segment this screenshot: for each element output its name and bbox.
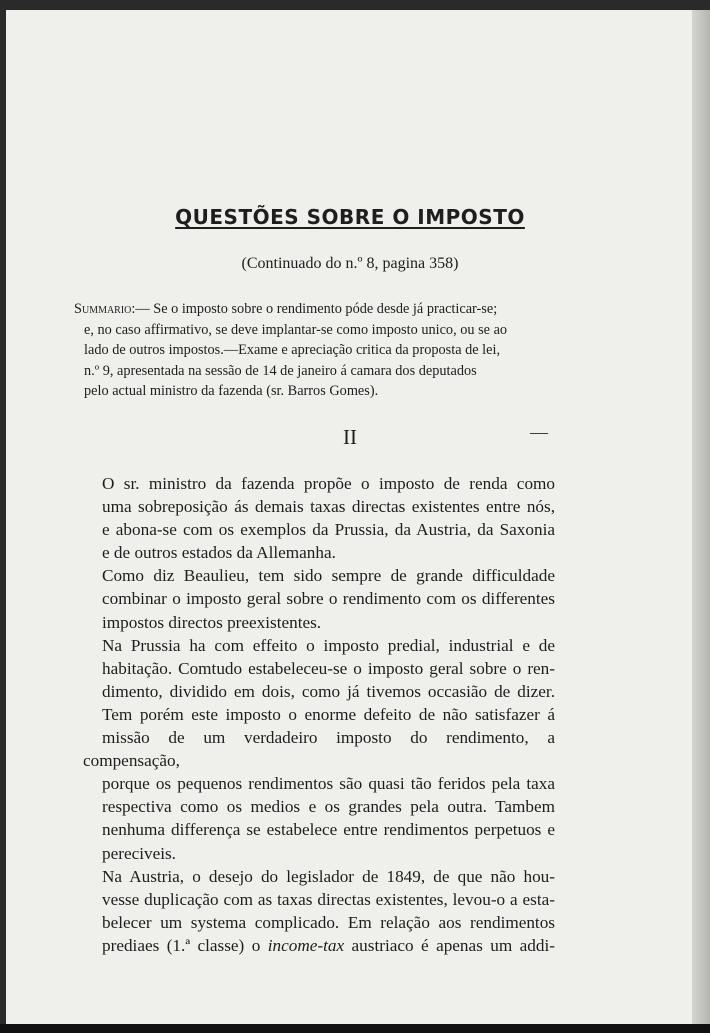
paragraph <box>83 865 555 957</box>
body-line: Na Prussia ha com effeito o imposto predial, industrial e de <box>102 635 555 655</box>
summary-line: n.º 9, apresentada na sessão de 14 de janeiro á camara dos deputados <box>84 362 477 379</box>
body-line: e de outros estados da Allemanha. <box>102 543 336 563</box>
body-line: Na Austria, o desejo do legislador de 1849, de que não hou- <box>102 866 555 886</box>
summary-label: Summario: <box>74 301 136 317</box>
summary-line: — Se o imposto sobre o rendimento póde desde já practicar-se; <box>135 301 498 317</box>
body-line: dimento, dividido em dois, como já tivemos occasião de dizer. <box>102 681 555 701</box>
continuation-note: (Continuado do n.º 8, pagina 358) <box>241 255 459 272</box>
body-text: austriaco é apenas um addi- <box>344 935 555 955</box>
body-text: prediaes (1.ª classe) o <box>102 935 268 955</box>
body-line: nenhuma differença se estabelece entre rendimentos perpetuos e <box>102 820 555 840</box>
body-line: belecer um systema complicado. Em relação aos rendimentos <box>102 912 555 932</box>
article-body <box>83 472 555 957</box>
body-line: missão de um verdadeiro imposto do rendimento, a compensação, <box>83 728 555 771</box>
summary-block <box>74 299 556 402</box>
summary-line: lado de outros impostos.—Exame e apreciação critica da proposta de lei, <box>84 342 501 359</box>
body-line: vesse duplicação com as taxas directas existentes, levou-o a esta- <box>102 889 555 909</box>
section-dash: — <box>530 422 548 442</box>
italic-term: income-tax <box>267 935 345 955</box>
body-line: habitação. Comtudo estabeleceu-se o imposto geral sobre o ren- <box>102 658 555 678</box>
body-line <box>83 934 555 957</box>
summary-line: pelo actual ministro da fazenda (sr. Barros Gomes). <box>84 383 379 400</box>
body-line: Como diz Beaulieu, tem sido sempre de grande difficuldade <box>102 566 555 586</box>
body-line: impostos directos preexistentes. <box>102 612 322 632</box>
body-line: porque os pequenos rendimentos são quasi tão feridos pela taxa <box>102 774 555 794</box>
page-edge <box>692 10 710 1024</box>
paragraph <box>83 634 555 865</box>
body-line: e abona-se com os exemplos da Prussia, da Austria, da Saxonia <box>102 520 555 540</box>
summary-line: e, no caso affirmativo, se deve implantar-se como imposto unico, ou se ao <box>84 321 508 338</box>
body-line: pereciveis. <box>102 843 176 863</box>
body-line: respectiva como os medios e os grandes pela outra. Tambem <box>102 797 555 817</box>
section-numeral: II <box>343 425 357 449</box>
paragraph <box>83 564 555 633</box>
body-line: uma sobreposição ás demais taxas directas existentes entre nós, <box>102 497 555 517</box>
body-line: O sr. ministro da fazenda propõe o imposto de renda como <box>102 474 555 493</box>
body-line: Tem porém este imposto o enorme defeito de não satisfazer á <box>102 704 555 724</box>
book-page <box>6 10 694 1024</box>
article-title: QUESTÕES SOBRE O IMPOSTO <box>175 205 525 229</box>
body-line: combinar o imposto geral sobre o rendimento com os differentes <box>102 589 555 609</box>
summary-first-line <box>74 299 556 320</box>
paragraph <box>83 472 555 564</box>
scan-border <box>0 1024 710 1033</box>
